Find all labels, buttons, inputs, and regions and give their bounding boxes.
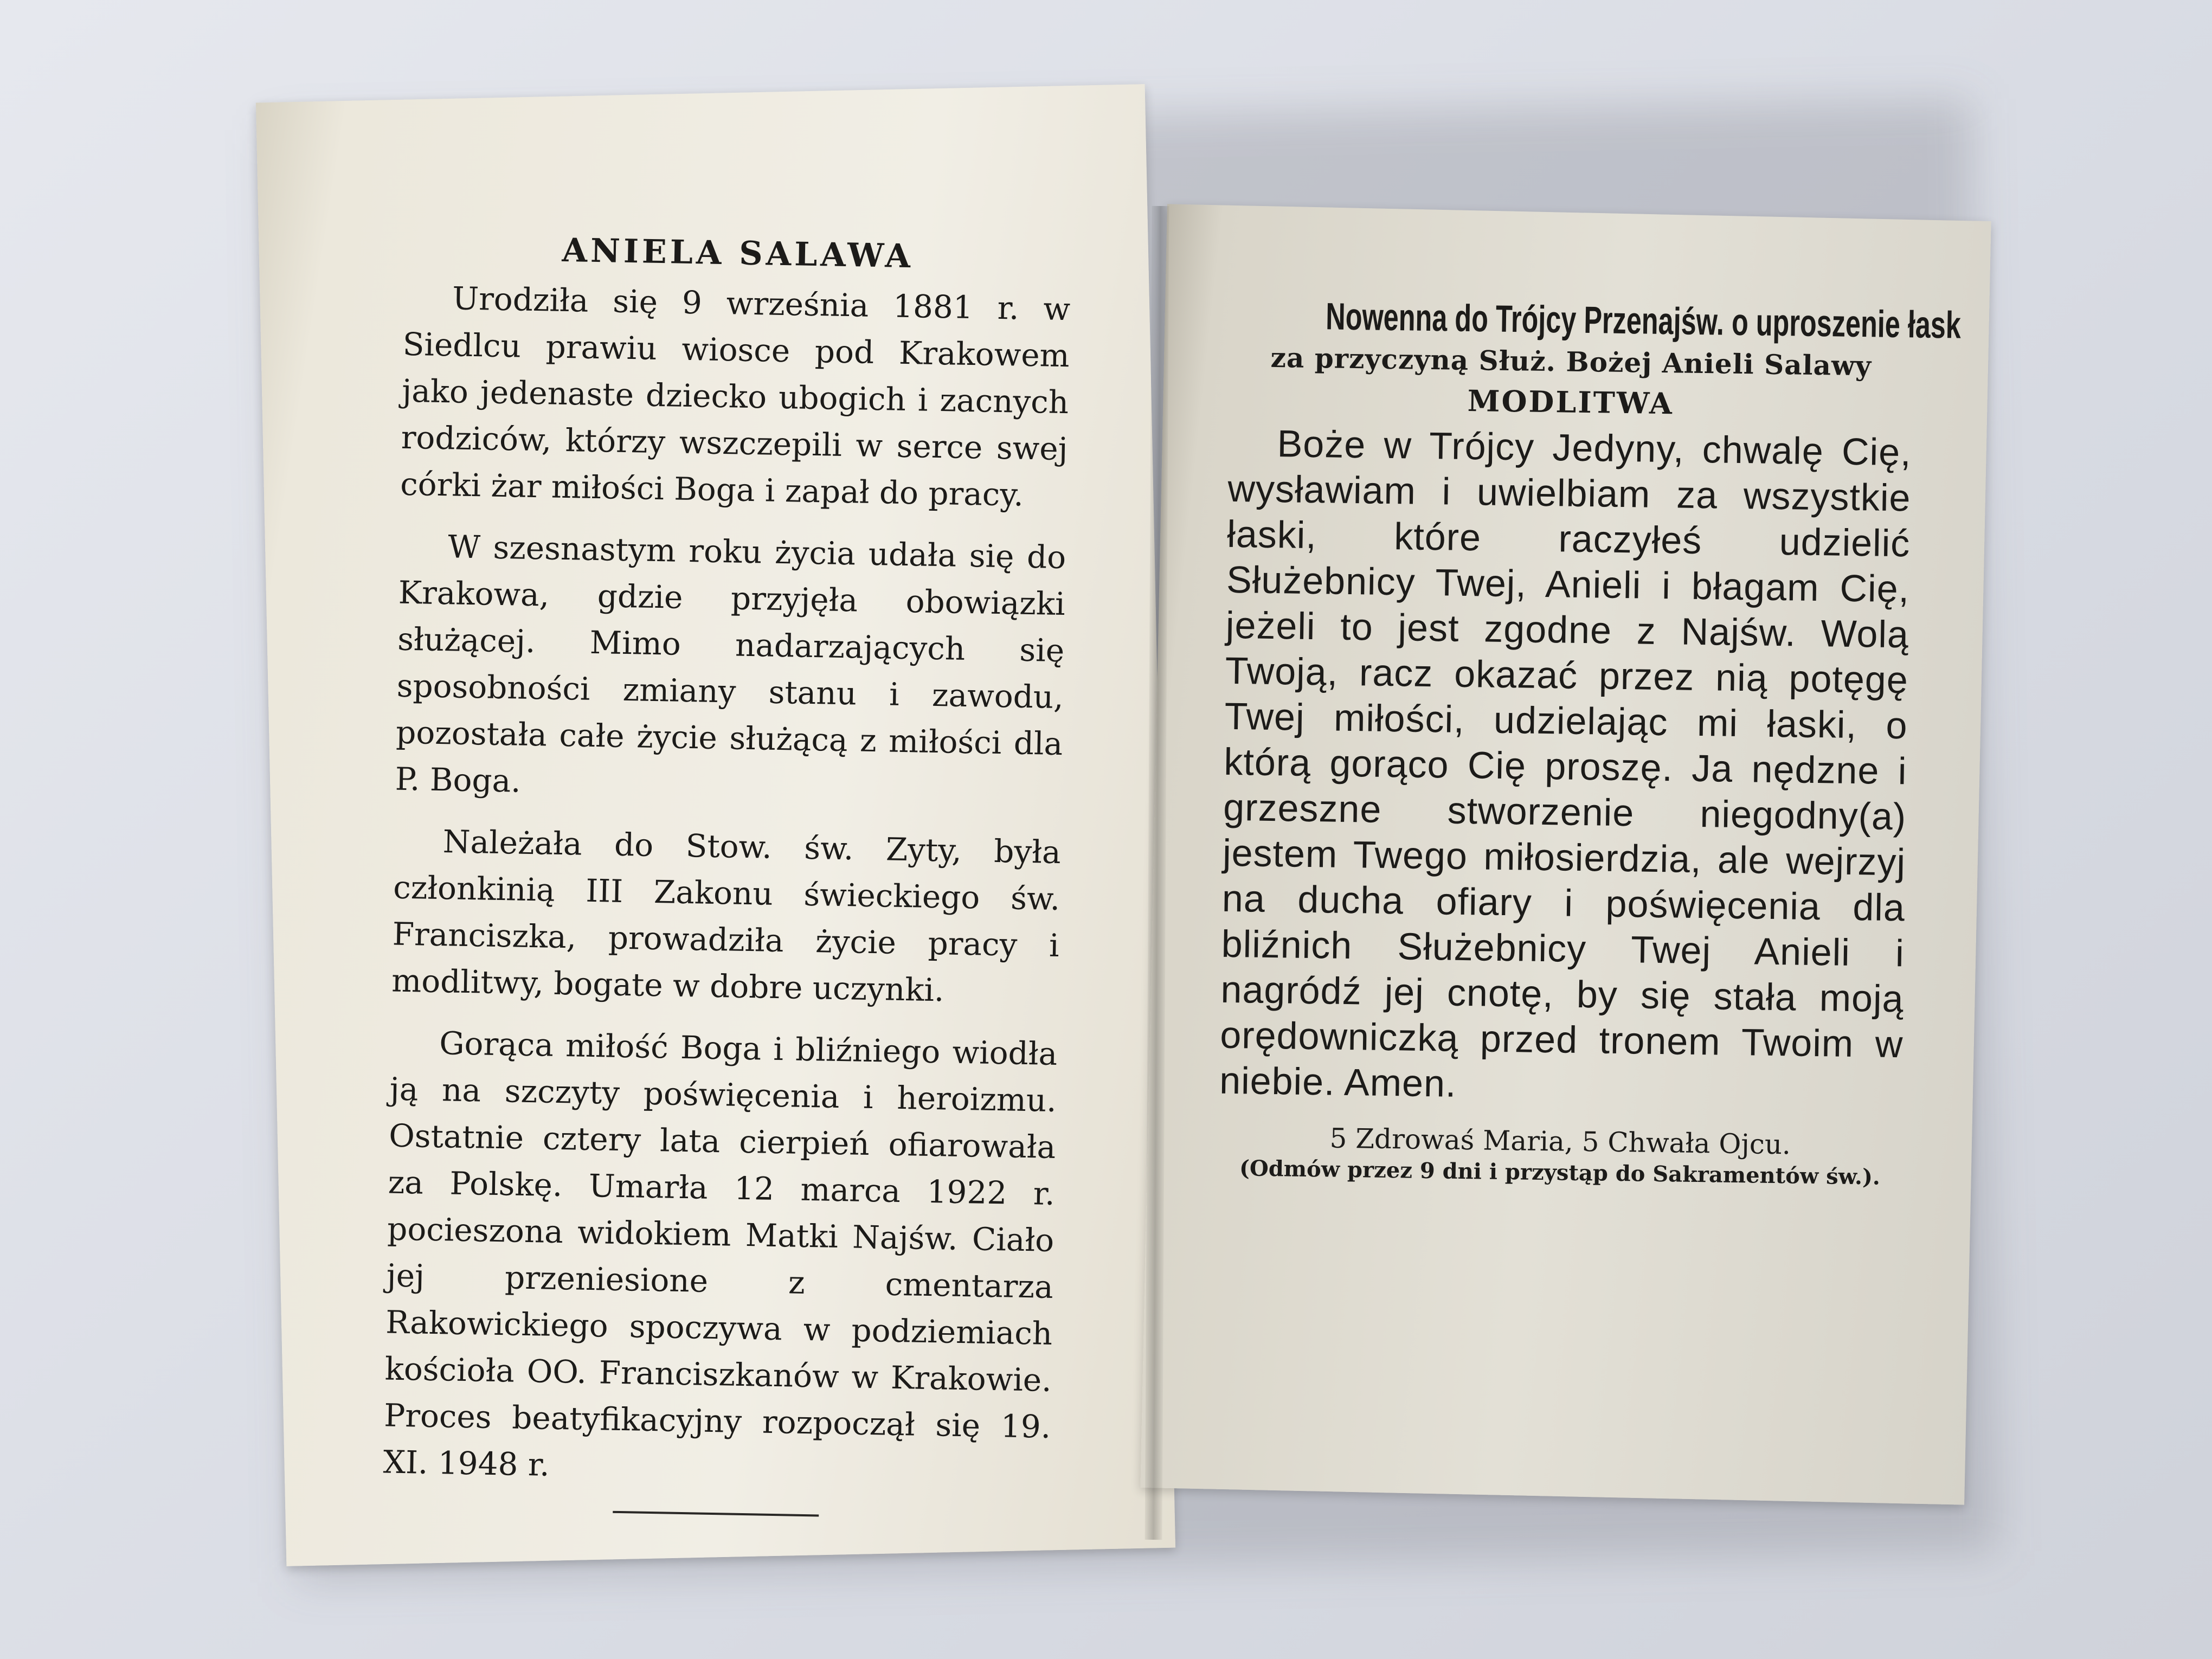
biography-text: [382, 224, 1071, 1521]
biography-title: ANIELA SALAWA: [561, 231, 914, 276]
left-page: [256, 84, 1175, 1566]
right-page: [1140, 204, 1991, 1504]
prayer-instructions: (Odmów przez 9 dni i przystąp do Sakramentów św.).: [1239, 1155, 1881, 1190]
closing-rule: [613, 1511, 819, 1517]
novena-title: Nowenna do Trójcy Przenajśw. o uproszenie łask: [1325, 295, 1962, 346]
biography-paragraph-2: W szesnastym roku życia udała się do Krakowa, gdzie przyjęła obowiązki służącej. Mimo nadarzających się sposobności zmiany stanu i zawodu, pozostała całe życie służącą z miłości dla P. Boga.: [395, 528, 1066, 800]
biography-paragraph-4: Gorąca miłość Boga i bliźniego wiodła ją na szczyty poświęcenia i heroizmu. Ostatnie cztery lata cierpień ofiarowała za Polskę. Umarła 12 marca 1922 r. pocieszona widokiem Matki Najśw. Ciało jej przeniesione z cmentarza Rakowickiego spoczywa w podziemiach kościoła OO. Franciszkanów w Krakowie. Proces beatyfikacyjny rozpoczął się 19. XI. 1948 r.: [383, 1025, 1058, 1483]
novena-text: [1218, 292, 1962, 1192]
biography-paragraph-3: Należała do Stow. św. Zyty, była członkinią III Zakonu świeckiego św. Franciszka, prowadziła życie pracy i modlitwy, bogate w dobre uczynki.: [391, 823, 1062, 1009]
biography-paragraph-1: Urodziła się 9 września 1881 r. w Siedlcu prawiu wiosce pod Krakowem jako jedenaste dziecko ubogich i zacnych rodziców, którzy wszczepili w serce swej córki żar miłości Boga i zapał do pracy.: [400, 280, 1071, 513]
prayer-heading: MODLITWA: [1467, 383, 1674, 421]
prayer-text: Boże w Trójcy Jedyny, chwalę Cię, wysławiam i uwielbiam za wszystkie łaski, które raczyłeś udzielić Służebnicy Twej, Anieli i błagam Cię, jeżeli to jest zgodne z Najśw. Wolą Twoją, racz okazać przez nią potęgę Twej miłości, udzielając mi łaski, o którą gorąco Cię proszę. Ja nędzne i grzeszne stworzenie niegodny(a) jestem Twego miłosierdzia, ale wejrzyj na ducha ofiary i poświęcenia dla bliźnich Służebnicy Twej Anieli i nagródź jej cnotę, by się stała moją orędowniczką przed tronem Twoim w niebie. Amen.: [1219, 422, 1912, 1105]
prayer-closing: 5 Zdrowaś Maria, 5 Chwała Ojcu.: [1329, 1122, 1791, 1161]
novena-subtitle: za przyczyną Służ. Bożej Anieli Salawy: [1270, 341, 1872, 382]
